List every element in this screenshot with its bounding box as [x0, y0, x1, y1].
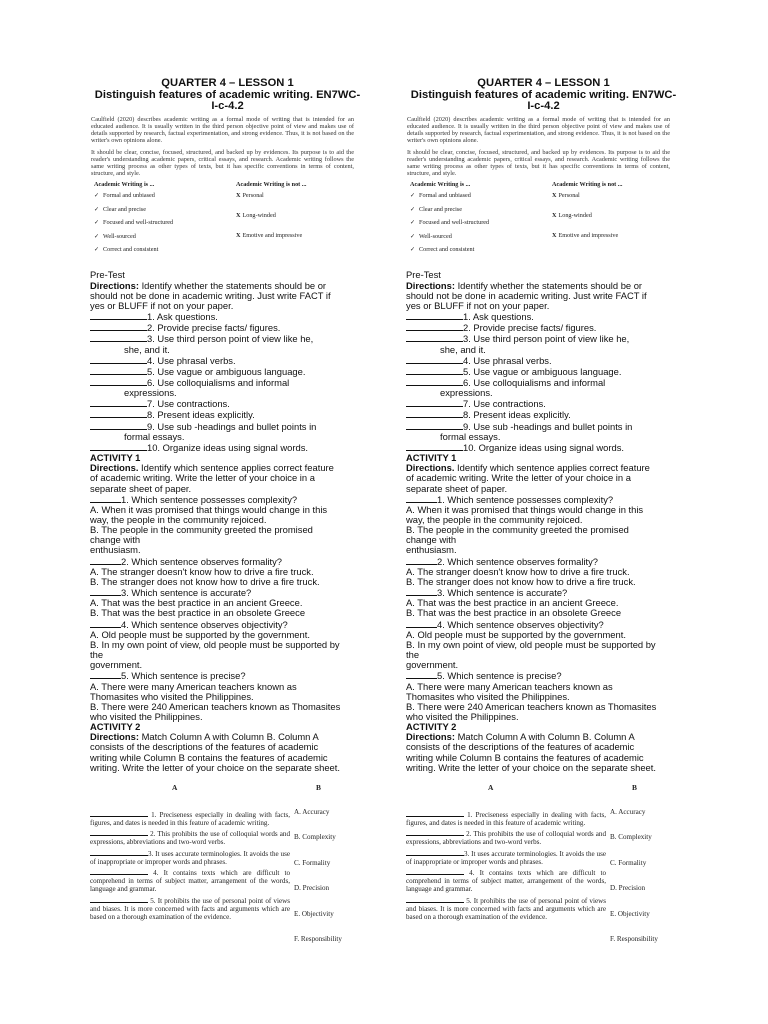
- choice-text: A. That was the best practice in an ancient Greece.: [90, 598, 303, 609]
- feature-item: [94, 192, 232, 206]
- column-header: Academic Writing is not ...: [552, 181, 623, 189]
- feature-label: Emotive and impressive: [558, 232, 619, 240]
- column-b-header: B: [632, 782, 637, 792]
- item-text: 10. Organize ideas using signal words.: [463, 441, 625, 453]
- pretest-directions: [90, 281, 365, 291]
- pretest-heading: Pre-Test: [406, 270, 441, 281]
- choice-text: who visited the Philippines.: [90, 711, 203, 722]
- activity1-heading: ACTIVITY 1: [90, 453, 141, 464]
- answer-blank: [406, 494, 437, 503]
- choice-text: A. Old people must be supported by the government.: [90, 629, 310, 640]
- directions-text: Identify which sentence applies correct feature: [454, 463, 650, 474]
- match-item: [406, 827, 606, 846]
- match-item: [90, 847, 290, 866]
- item-text: 6. Use colloquialisms and informal: [147, 376, 290, 388]
- match-item: [406, 808, 606, 827]
- answer-blank: [406, 556, 437, 565]
- intro-paragraph: It should be clear, concise, focused, structured, and backed up by evidences. Its purpose is to aid the reader's understanding academic papers, critical essays, and research. Academic writing follows the same writing process as other types of texts, but it has specific conventions in terms of content, structure, and style.: [407, 148, 670, 178]
- question-text: 1. Which sentence possesses complexity?: [121, 493, 298, 505]
- question: [90, 587, 365, 598]
- intro-paragraph: Caulfield (2020) describes academic writing as a formal mode of writing that is intended for an educated audience. It is usually written in the third person objective point of view and makes use of details supported by research, factual experimentation, and strong evidence. Thus, it is not based on the writer's own opinions alone.: [407, 115, 670, 145]
- item-continuation: formal essays.: [440, 431, 501, 442]
- feature-item: [410, 246, 548, 260]
- feature-label: Focused and well-structured: [103, 219, 174, 227]
- check-icon: ✓: [94, 219, 100, 227]
- pretest-item: [90, 322, 365, 333]
- column-b: [294, 808, 372, 961]
- answer-blank: [406, 619, 437, 628]
- feature-label: Long-winded: [242, 212, 276, 220]
- title-line: QUARTER 4 – LESSON 1: [477, 77, 610, 89]
- directions-text: of academic writing. Write the letter of your choice in a: [406, 473, 631, 484]
- pretest-item: [406, 421, 681, 432]
- question-text: 3. Which sentence is accurate?: [121, 587, 252, 599]
- directions-text: Identify whether the statements should be or: [454, 280, 643, 291]
- choice-text: government.: [90, 660, 143, 671]
- answer-blank: [90, 442, 147, 451]
- choice-text: Thomasites who visited the Philippines.: [406, 691, 570, 702]
- pretest-item: [406, 409, 681, 420]
- answer-blank: [406, 866, 464, 875]
- pretest-item: [406, 322, 681, 333]
- choice-text: B. There were 240 American teachers known as Thomasites: [90, 701, 341, 712]
- title-line: I-c-4.2: [527, 100, 560, 113]
- pretest-item: [90, 377, 365, 388]
- directions-text: should not be done in academic writing. Just write FACT if: [90, 290, 331, 301]
- matching-table: [406, 784, 681, 1004]
- answer-blank: [90, 421, 147, 430]
- academic-writing-is-column: [94, 181, 232, 260]
- directions-text: Identify which sentence applies correct feature: [138, 463, 334, 474]
- answer-blank: [406, 409, 463, 418]
- title-line: QUARTER 4 – LESSON 1: [161, 77, 294, 89]
- match-text: 1. Preciseness especially in dealing with facts, figures, and dates is needed in this feature of academic writing.: [406, 810, 606, 827]
- answer-blank: [406, 894, 464, 903]
- intro-text: [91, 116, 354, 178]
- feature-item: [552, 232, 677, 252]
- worksheet-title: [406, 78, 681, 113]
- choice-text: B. There were 240 American teachers known as Thomasites: [406, 701, 657, 712]
- check-icon: ✓: [410, 205, 416, 213]
- worksheet-body: [406, 270, 681, 773]
- match-item: [90, 827, 290, 846]
- item-continuation: she, and it.: [440, 344, 486, 355]
- check-icon: ✓: [94, 232, 100, 240]
- x-mark-icon: X: [552, 192, 557, 200]
- answer-blank: [90, 619, 121, 628]
- activity2-directions: [90, 732, 365, 742]
- column-a-header: A: [488, 782, 494, 792]
- check-icon: ✓: [410, 232, 416, 240]
- match-text: 1. Preciseness especially in dealing with facts, figures, and dates is needed in this feature of academic writing.: [90, 810, 290, 827]
- choice-text: B. The stranger does not know how to drive a fire truck.: [406, 576, 636, 587]
- answer-blank: [90, 894, 148, 903]
- feature-item: [552, 212, 677, 232]
- item-text: 3. Use third person point of view like he,: [463, 333, 630, 345]
- item-text: 4. Use phrasal verbs.: [463, 354, 552, 366]
- answer-blank: [406, 366, 463, 375]
- column-a: [90, 808, 290, 921]
- answer-blank: [90, 556, 121, 565]
- intro-paragraph: Caulfield (2020) describes academic writing as a formal mode of writing that is intended for an educated audience. It is usually written in the third person objective point of view and makes use of details supported by research, factual experimentation, and strong evidence. Thus, it is not based on the writer's own opinions alone.: [91, 115, 354, 145]
- question-text: 2. Which sentence observes formality?: [121, 555, 283, 567]
- answer-blank: [90, 322, 147, 331]
- match-item: [90, 894, 290, 921]
- answer-blank: [90, 827, 148, 836]
- answer-blank: [406, 587, 437, 596]
- choice-text: B. The people in the community greeted the promised: [90, 525, 313, 536]
- pretest-item: [406, 333, 681, 344]
- directions-text: consists of the descriptions of the features of academic: [90, 742, 319, 753]
- match-option: C. Formality: [294, 858, 331, 867]
- answer-blank: [406, 355, 463, 364]
- answer-blank: [90, 398, 147, 407]
- answer-blank: [90, 494, 121, 503]
- directions-text: yes or BLUFF if not on your paper.: [406, 300, 550, 311]
- match-option: F. Responsibility: [610, 935, 658, 944]
- feature-item: [410, 233, 548, 247]
- feature-label: Formal and unbiased: [103, 192, 155, 200]
- match-option: C. Formality: [610, 858, 647, 867]
- academic-writing-is-not-column: [236, 181, 361, 252]
- answer-blank: [406, 670, 437, 679]
- pretest-item: [90, 355, 365, 366]
- pretest-directions: [406, 281, 681, 291]
- features-table: [94, 181, 365, 259]
- activity2-heading: ACTIVITY 2: [90, 722, 141, 733]
- answer-blank: [406, 333, 463, 342]
- match-item: [90, 808, 290, 827]
- choice-text: government.: [406, 660, 459, 671]
- directions-label: Directions:: [90, 732, 139, 743]
- column-header: Academic Writing is ...: [94, 181, 155, 189]
- answer-blank: [90, 333, 147, 342]
- pretest-item: [90, 442, 365, 453]
- answer-blank: [406, 322, 463, 331]
- item-text: 8. Present ideas explicitly.: [147, 409, 255, 421]
- feature-label: Formal and unbiased: [419, 192, 471, 200]
- activity2-directions: [406, 732, 681, 742]
- directions-label: Directions.: [406, 463, 455, 474]
- answer-blank: [406, 421, 463, 430]
- choice-text: B. In my own point of view, old people must be supported by: [90, 639, 340, 650]
- choice-text: way, the people in the community rejoiced.: [406, 515, 583, 525]
- match-option: F. Responsibility: [294, 935, 342, 944]
- item-text: 2. Provide precise facts/ figures.: [147, 322, 281, 334]
- x-mark-icon: X: [236, 232, 241, 240]
- question: [406, 619, 681, 630]
- item-text: 1. Ask questions.: [463, 311, 534, 323]
- match-item: [90, 866, 290, 893]
- item-text: 2. Provide precise facts/ figures.: [463, 322, 597, 334]
- feature-label: Clear and precise: [419, 205, 462, 213]
- directions-text: yes or BLUFF if not on your paper.: [90, 300, 234, 311]
- answer-blank: [90, 311, 147, 320]
- check-icon: ✓: [94, 205, 100, 213]
- directions-text: of academic writing. Write the letter of your choice in a: [90, 473, 315, 484]
- directions-label: Directions.: [90, 463, 139, 474]
- x-mark-icon: X: [552, 232, 557, 240]
- feature-label: Emotive and impressive: [242, 232, 303, 240]
- pretest-item: [90, 333, 365, 344]
- item-text: 7. Use contractions.: [463, 398, 546, 410]
- directions-label: Directions:: [406, 732, 455, 743]
- check-icon: ✓: [94, 246, 100, 254]
- item-text: 4. Use phrasal verbs.: [147, 354, 236, 366]
- match-text: 3. It uses accurate terminologies. It avoids the use of inappropriate or improper words and phrases.: [90, 849, 290, 866]
- title-line: I-c-4.2: [211, 100, 244, 113]
- pretest-item: [90, 398, 365, 409]
- question: [406, 556, 681, 567]
- answer-blank: [406, 827, 464, 836]
- question-text: 5. Which sentence is precise?: [121, 670, 246, 682]
- activity1-directions: [90, 463, 365, 473]
- answer-blank: [406, 442, 463, 451]
- choice-text: change with: [90, 535, 141, 546]
- answer-blank: [90, 409, 147, 418]
- feature-item: [94, 233, 232, 247]
- match-item: [406, 894, 606, 921]
- pretest-item: [90, 366, 365, 377]
- question-text: 1. Which sentence possesses complexity?: [437, 493, 614, 505]
- feature-label: Long-winded: [558, 212, 592, 220]
- match-option: D. Precision: [294, 884, 330, 893]
- match-option: A. Accuracy: [294, 807, 330, 816]
- answer-blank: [90, 366, 147, 375]
- check-icon: ✓: [94, 192, 100, 200]
- match-option: B. Complexity: [294, 833, 336, 842]
- directions-text: separate sheet of paper.: [406, 483, 508, 494]
- question-text: 4. Which sentence observes objectivity?: [437, 618, 604, 630]
- pretest-item: [406, 355, 681, 366]
- worksheet-body: [90, 270, 365, 773]
- item-continuation: she, and it.: [124, 344, 170, 355]
- match-item: [406, 866, 606, 893]
- worksheet-right: [406, 78, 681, 1004]
- directions-text: Match Column A with Column B. Column A: [454, 732, 635, 743]
- feature-item: [410, 206, 548, 220]
- item-text: 3. Use third person point of view like he,: [147, 333, 314, 345]
- feature-label: Well-sourced: [419, 232, 452, 240]
- choice-text: A. Old people must be supported by the government.: [406, 629, 626, 640]
- feature-label: Clear and precise: [103, 205, 146, 213]
- answer-blank: [90, 355, 147, 364]
- question: [406, 587, 681, 598]
- answer-blank: [90, 847, 148, 856]
- choice-text: enthusiasm.: [406, 545, 457, 556]
- answer-blank: [90, 670, 121, 679]
- answer-blank: [90, 377, 147, 386]
- item-text: 5. Use vague or ambiguous language.: [147, 365, 306, 377]
- question: [90, 556, 365, 567]
- academic-writing-is-not-column: [552, 181, 677, 252]
- choice-text: A. That was the best practice in an ancient Greece.: [406, 598, 619, 609]
- check-icon: ✓: [410, 219, 416, 227]
- question: [90, 670, 365, 681]
- choice-text: A. When it was promised that things would change in this: [406, 504, 644, 515]
- pretest-item: [90, 311, 365, 322]
- column-a: [406, 808, 606, 921]
- pretest-heading: Pre-Test: [90, 270, 125, 281]
- match-text: 4. It contains texts which are difficult to comprehend in terms of subject matter, arrangement of the words, language and grammar.: [90, 869, 290, 894]
- feature-label: Focused and well-structured: [419, 219, 490, 227]
- feature-item: [94, 246, 232, 260]
- title-line: Distinguish features of academic writing. EN7WC-: [410, 88, 677, 101]
- question: [90, 494, 365, 505]
- answer-blank: [406, 398, 463, 407]
- question-text: 2. Which sentence observes formality?: [437, 555, 599, 567]
- feature-item: [94, 206, 232, 220]
- activity1-heading: ACTIVITY 1: [406, 453, 457, 464]
- match-item: [406, 847, 606, 866]
- match-option: D. Precision: [610, 884, 646, 893]
- match-text: 3. It uses accurate terminologies. It avoids the use of inappropriate or improper words and phrases.: [406, 849, 606, 866]
- choice-text: the: [406, 650, 420, 661]
- choice-text: A. When it was promised that things would change in this: [90, 504, 328, 515]
- feature-item: [236, 212, 361, 232]
- item-text: 7. Use contractions.: [147, 398, 230, 410]
- question: [90, 619, 365, 630]
- feature-label: Correct and consistent: [419, 246, 475, 254]
- match-option: A. Accuracy: [610, 807, 646, 816]
- answer-blank: [406, 311, 463, 320]
- question: [406, 494, 681, 505]
- column-header: Academic Writing is not ...: [236, 181, 307, 189]
- item-text: 9. Use sub -headings and bullet points in: [463, 420, 633, 432]
- directions-text: writing. Write the letter of your choice on the separate sheet.: [406, 762, 656, 773]
- item-continuation: expressions.: [124, 388, 177, 399]
- feature-item: [552, 192, 677, 212]
- item-text: 1. Ask questions.: [147, 311, 218, 323]
- directions-text: Match Column A with Column B. Column A: [138, 732, 319, 743]
- answer-blank: [90, 866, 148, 875]
- pretest-item: [406, 442, 681, 453]
- match-text: 2. This prohibits the use of colloquial words and expressions, abbreviations and two-word verbs.: [90, 830, 290, 847]
- match-text: 5. It prohibits the use of personal point of views and biases. It is more concerned with facts and arguments which are based on a thorough examination of the evidence.: [90, 896, 290, 921]
- choice-text: A. There were many American teachers known as: [90, 681, 297, 692]
- item-text: 5. Use vague or ambiguous language.: [463, 365, 622, 377]
- answer-blank: [90, 808, 148, 817]
- column-a-header: A: [172, 782, 178, 792]
- directions-text: writing while Column B contains the features of academic: [406, 752, 644, 763]
- choice-text: way, the people in the community rejoiced.: [90, 515, 267, 525]
- choice-text: change with: [406, 535, 457, 546]
- choice-text: B. That was the best practice in an obsolete Greece: [406, 608, 622, 619]
- x-mark-icon: X: [236, 192, 241, 200]
- question: [406, 670, 681, 681]
- directions-label: Directions:: [406, 280, 455, 291]
- feature-label: Correct and consistent: [103, 246, 159, 254]
- directions-text: writing while Column B contains the features of academic: [90, 752, 328, 763]
- directions-text: writing. Write the letter of your choice on the separate sheet.: [90, 762, 340, 773]
- answer-blank: [406, 377, 463, 386]
- pretest-item: [406, 398, 681, 409]
- feature-item: [410, 219, 548, 233]
- feature-item: [410, 192, 548, 206]
- choice-text: who visited the Philippines.: [406, 711, 519, 722]
- intro-paragraph: It should be clear, concise, focused, structured, and backed up by evidences. Its purpose is to aid the reader's understanding academic papers, critical essays, and research. Academic writing follows the same writing process as other types of texts, but it has specific conventions in terms of content, structure, and style.: [91, 148, 354, 178]
- feature-label: Personal: [242, 192, 264, 200]
- pretest-item: [90, 421, 365, 432]
- intro-text: [407, 116, 670, 178]
- item-text: 9. Use sub -headings and bullet points in: [147, 420, 317, 432]
- x-mark-icon: X: [236, 212, 241, 220]
- choice-text: A. The stranger doesn't know how to drive a fire truck.: [406, 566, 630, 577]
- feature-label: Well-sourced: [103, 232, 136, 240]
- match-text: 5. It prohibits the use of personal point of views and biases. It is more concerned with facts and arguments which are based on a thorough examination of the evidence.: [406, 896, 606, 921]
- pretest-item: [406, 377, 681, 388]
- matching-table: [90, 784, 365, 1004]
- match-option: B. Complexity: [610, 833, 652, 842]
- pretest-item: [90, 409, 365, 420]
- choice-text: enthusiasm.: [90, 545, 141, 556]
- choice-text: A. There were many American teachers known as: [406, 681, 613, 692]
- item-text: 8. Present ideas explicitly.: [463, 409, 571, 421]
- match-option: E. Objectivity: [610, 909, 650, 918]
- choice-text: the: [90, 650, 104, 661]
- match-option: E. Objectivity: [294, 909, 334, 918]
- directions-text: consists of the descriptions of the features of academic: [406, 742, 635, 753]
- worksheet-left: [90, 78, 365, 1004]
- pretest-item: [406, 311, 681, 322]
- question-text: 4. Which sentence observes objectivity?: [121, 618, 288, 630]
- directions-label: Directions:: [90, 280, 139, 291]
- column-header: Academic Writing is ...: [410, 181, 471, 189]
- activity2-heading: ACTIVITY 2: [406, 722, 457, 733]
- choice-text: B. The stranger does not know how to drive a fire truck.: [90, 576, 320, 587]
- question-text: 5. Which sentence is precise?: [437, 670, 562, 682]
- worksheet-title: [90, 78, 365, 113]
- check-icon: ✓: [410, 246, 416, 254]
- check-icon: ✓: [410, 192, 416, 200]
- title-line: Distinguish features of academic writing. EN7WC-: [94, 88, 361, 101]
- answer-blank: [406, 847, 464, 856]
- pretest-item: [406, 366, 681, 377]
- item-text: 6. Use colloquialisms and informal: [463, 376, 606, 388]
- choice-text: B. That was the best practice in an obsolete Greece: [90, 608, 306, 619]
- choice-text: B. In my own point of view, old people must be supported by: [406, 639, 656, 650]
- choice-text: B. The people in the community greeted the promised: [406, 525, 629, 536]
- activity1-directions: [406, 463, 681, 473]
- answer-blank: [90, 587, 121, 596]
- item-continuation: expressions.: [440, 388, 493, 399]
- directions-text: separate sheet of paper.: [90, 483, 192, 494]
- item-continuation: formal essays.: [124, 431, 185, 442]
- column-b: [610, 808, 688, 961]
- choice-text: Thomasites who visited the Philippines.: [90, 691, 254, 702]
- match-text: 2. This prohibits the use of colloquial words and expressions, abbreviations and two-word verbs.: [406, 830, 606, 847]
- answer-blank: [406, 808, 464, 817]
- feature-item: [236, 192, 361, 212]
- features-table: [410, 181, 681, 259]
- directions-text: Identify whether the statements should be or: [138, 280, 327, 291]
- choice-text: A. The stranger doesn't know how to drive a fire truck.: [90, 566, 314, 577]
- match-text: 4. It contains texts which are difficult to comprehend in terms of subject matter, arrangement of the words, language and grammar.: [406, 869, 606, 894]
- question-text: 3. Which sentence is accurate?: [437, 587, 568, 599]
- item-text: 10. Organize ideas using signal words.: [147, 441, 309, 453]
- feature-label: Personal: [558, 192, 580, 200]
- x-mark-icon: X: [552, 212, 557, 220]
- academic-writing-is-column: [410, 181, 548, 260]
- column-b-header: B: [316, 782, 321, 792]
- directions-text: should not be done in academic writing. Just write FACT if: [406, 290, 647, 301]
- feature-item: [94, 219, 232, 233]
- feature-item: [236, 232, 361, 252]
